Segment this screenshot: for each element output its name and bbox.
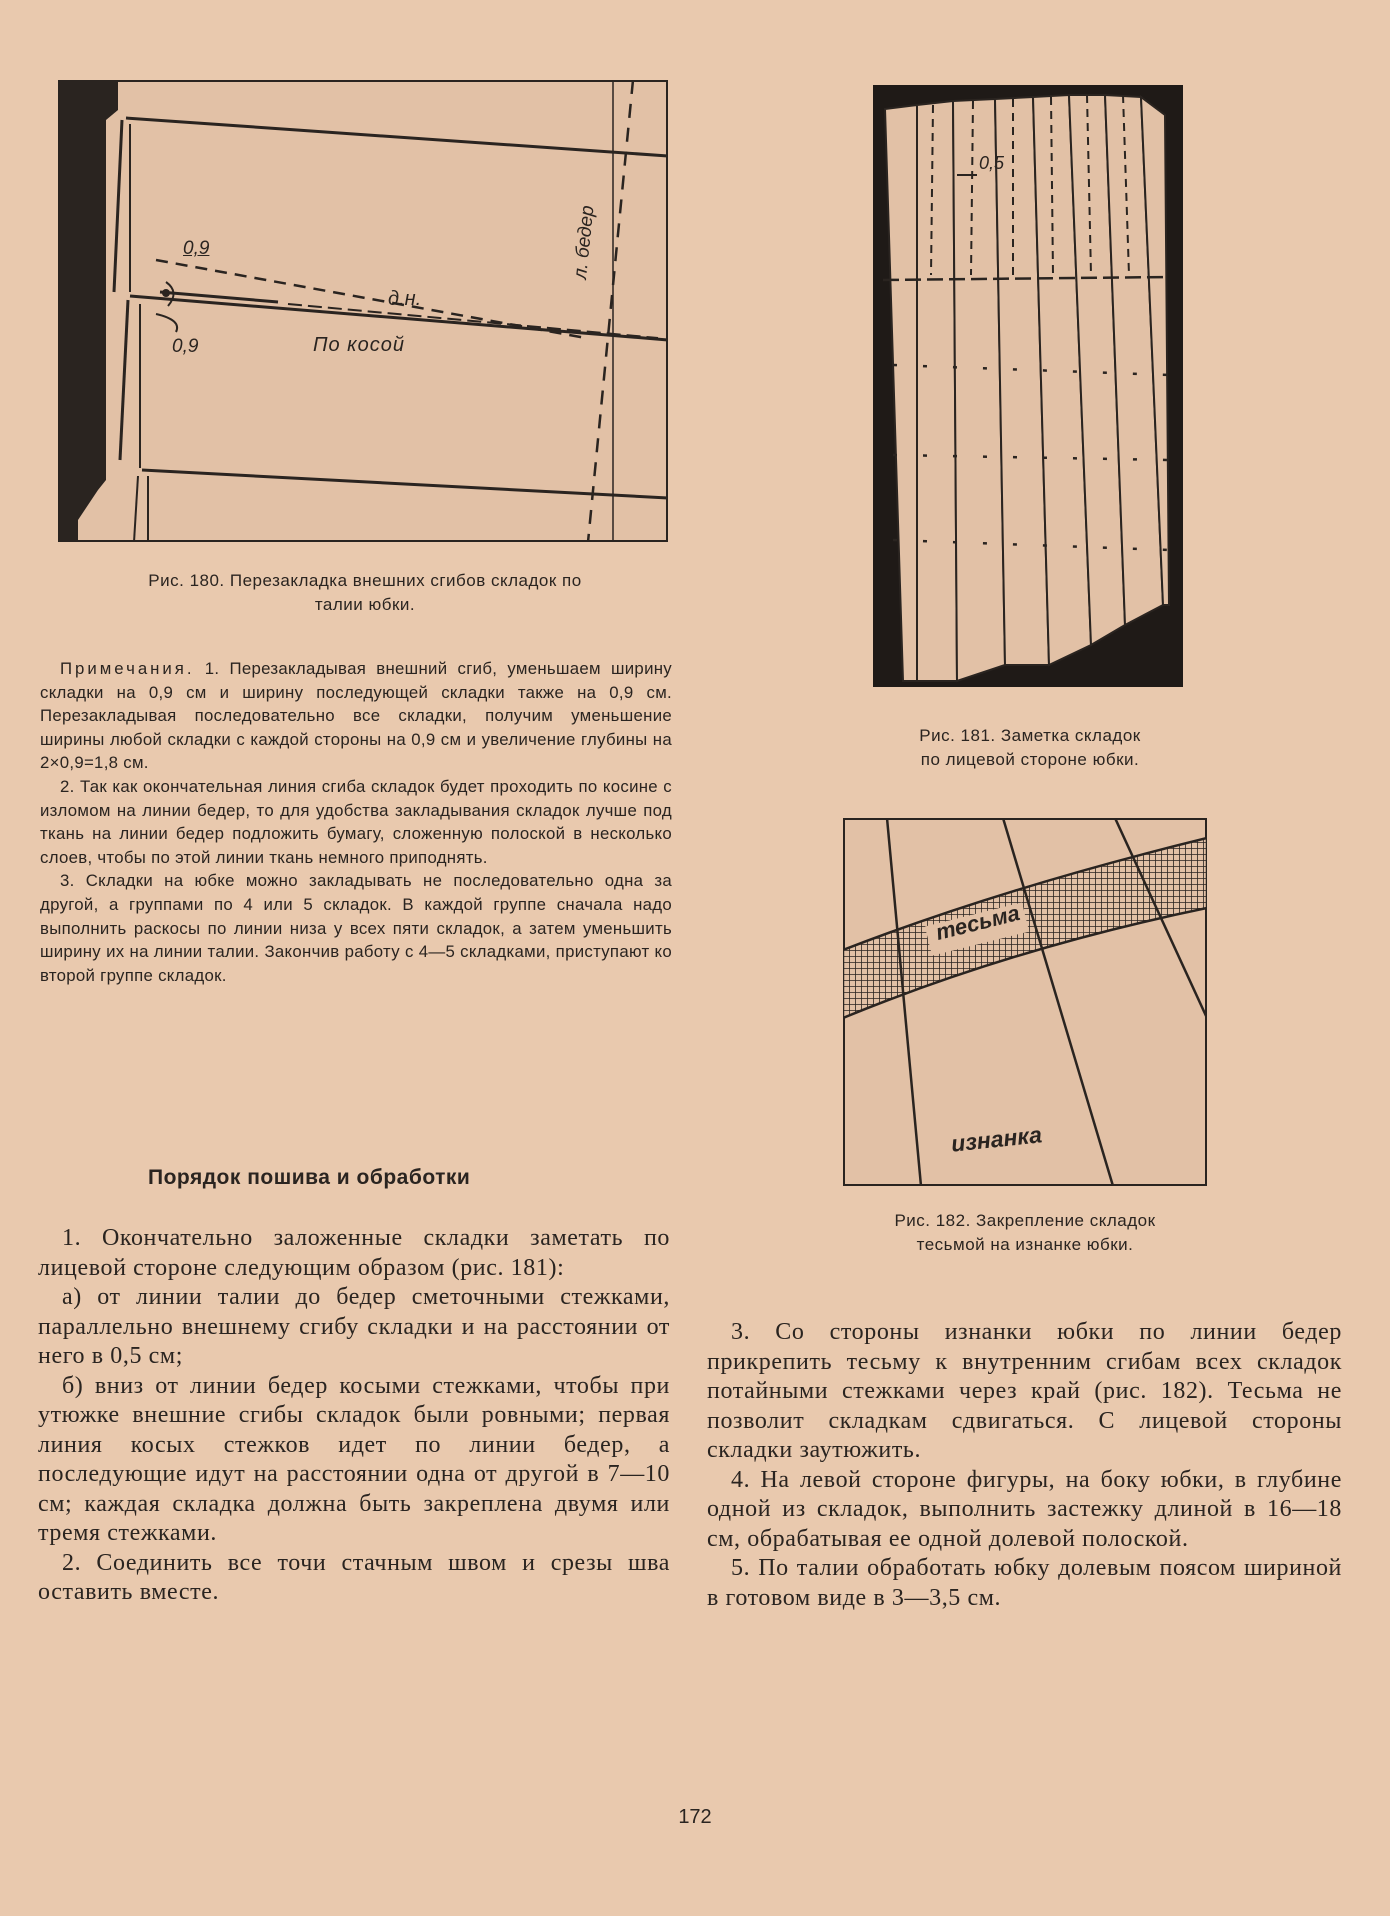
right-paragraph-3: 5. По талии обработать юбку долевым поясом шириной в готовом виде в 3—3,5 см.	[707, 1555, 1342, 1611]
figure-182-caption-line1: Рис. 182. Закрепление складок	[894, 1211, 1156, 1230]
notes-block	[40, 657, 672, 987]
label-0-5: 0,5	[979, 153, 1005, 173]
left-paragraph-3: б) вниз от линии бедер косыми стежками, чтобы при утюжке внешние сгибы складок были ровными; первая линия косых стежков идет по линии бедер, а последующие идут на расстоянии одна от другой в 7—10 см; каждая складка должна быть закреплена двумя или тремя стежками.	[38, 1372, 670, 1546]
figure-181-drawing	[873, 85, 1183, 687]
figure-181-caption-line1: Рис. 181. Заметка складок	[919, 726, 1141, 745]
section-heading: Порядок пошива и обработки	[148, 1166, 471, 1189]
note-3: 3. Складки на юбке можно закладывать не последовательно одна за другой, а группами по 4 или 5 складок. В каждой группе сначала надо выполнить раскосы по линии низа у всех пяти складок, а затем уменьшить ширину их на линии талии. Закончив работу с 4—5 складками, приступают ко второй группе складок.	[40, 871, 672, 985]
figure-180-caption-line1: Рис. 180. Перезакладка внешних сгибов складок по	[148, 571, 582, 590]
left-column	[38, 1224, 670, 1608]
figure-182-caption-line2: тесьмой на изнанке юбки.	[916, 1235, 1134, 1254]
label-wrong-side: изнанка	[949, 1121, 1044, 1157]
figure-181	[873, 85, 1183, 687]
figure-182	[843, 818, 1207, 1186]
left-paragraph-2: а) от линии талии до бедер сметочными стежками, параллельно внешнему сгибу складки и на расстоянии от него в 0,5 см;	[38, 1284, 670, 1369]
label-tape: тесьма	[933, 900, 1023, 945]
right-paragraph-2: 4. На левой стороне фигуры, на боку юбки, в глубине одной из складок, выполнить застежку длиной в 16—18 см, обрабатывая ее одной долевой полоской.	[707, 1466, 1342, 1552]
notes-lead: Примечания.	[60, 659, 195, 678]
note-1-text: 1. Перезакладывая внешний сгиб, уменьшаем ширину складки на 0,9 см и ширину последующей складки также на 0,9 см. Перезакладывая последовательно все складки, получим уменьшение ширины любой складки с каждой стороны на 0,9 см и увеличение глубины на 2×0,9=1,8 см.	[40, 659, 672, 773]
figure-180	[58, 80, 668, 542]
right-column	[707, 1318, 1342, 1613]
left-paragraph-4: 2. Соединить все точи стачным швом и срезы шва оставить вместе.	[38, 1549, 670, 1605]
note-1	[40, 657, 672, 775]
figure-181-caption-line2: по лицевой стороне юбки.	[920, 750, 1140, 769]
label-bias: По косой	[313, 334, 405, 356]
page-number: 172	[678, 1806, 712, 1828]
label-0-9-top: 0,9	[183, 238, 210, 259]
figure-180-caption	[50, 569, 680, 617]
figure-180-drawing	[58, 80, 668, 542]
right-paragraph-1: 3. Со стороны изнанки юбки по линии бедер прикрепить тесьму к внутренним сгибам всех складок потайными стежками через край (рис. 182). Тесьма не позволит складкам сдвигаться. С лицевой стороны складки заутюжить.	[707, 1319, 1342, 1463]
label-dn: д.н.	[388, 288, 422, 310]
figure-180-caption-line2: талии юбки.	[314, 595, 416, 614]
figure-182-caption	[835, 1209, 1215, 1257]
figure-181-caption	[850, 724, 1210, 772]
label-0-9-bottom: 0,9	[172, 336, 199, 357]
note-2: 2. Так как окончательная линия сгиба складок будет проходить по косине с изломом на линии бедер, то для удобства закладывания складок лучше под ткань на линии бедер подложить бумагу, сложенную полоской в несколько слоев, чтобы по этой линии ткань немного приподнять.	[40, 776, 672, 867]
label-hip-line: л. бедер	[570, 204, 599, 281]
left-paragraph-1: 1. Окончательно заложенные складки заметать по лицевой стороне следующим образом (рис. 181):	[38, 1225, 670, 1281]
